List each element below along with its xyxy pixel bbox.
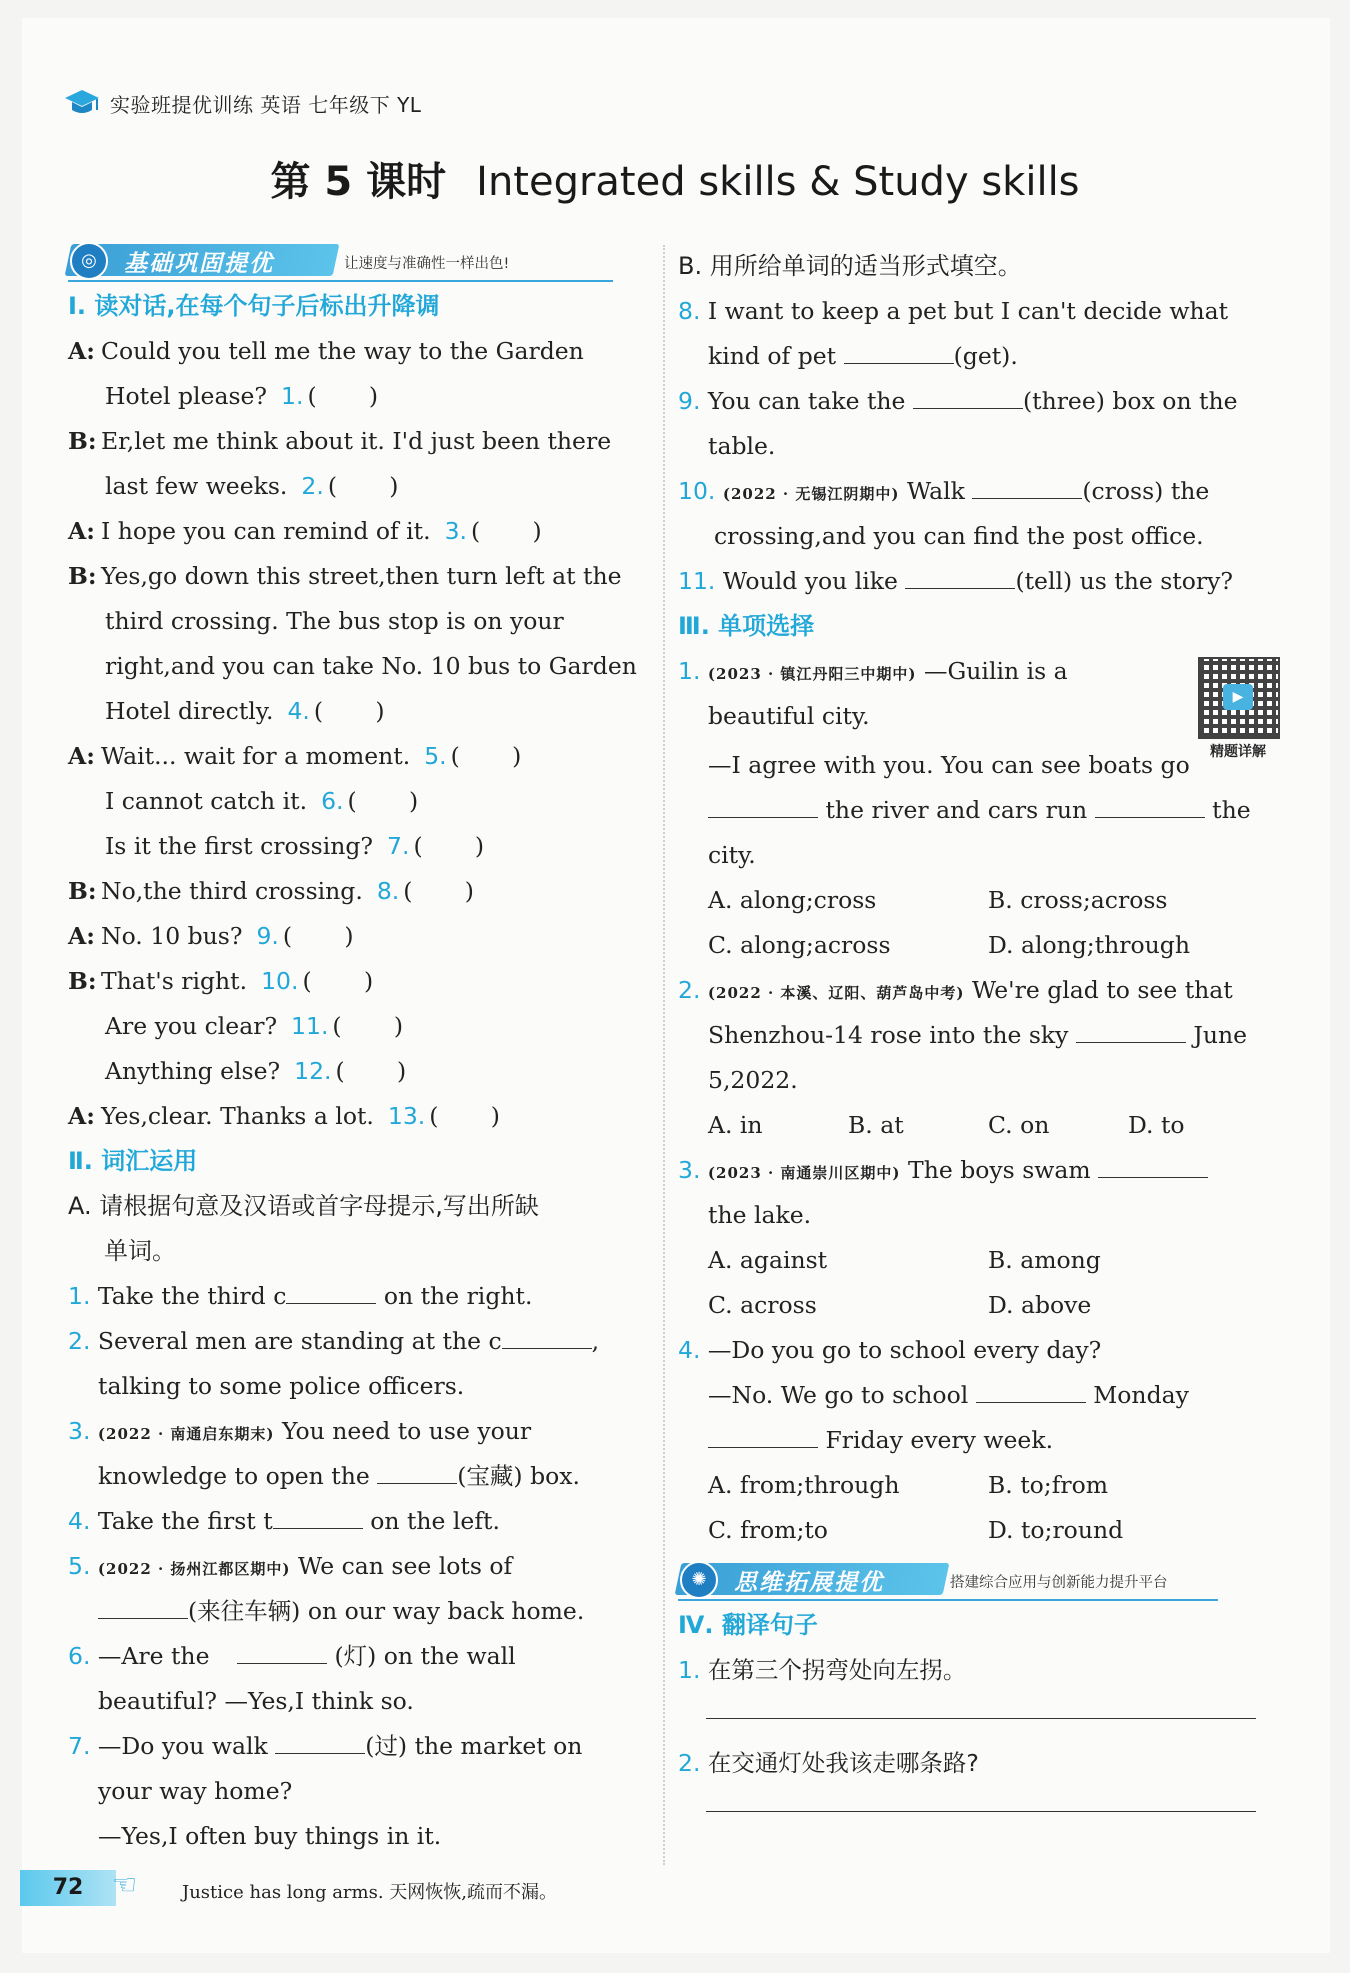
answer-blank[interactable]: [98, 1594, 188, 1619]
speaker-label: A:: [68, 517, 95, 545]
dialogue-text: third crossing. The bus stop is on your: [105, 607, 564, 635]
graduation-cap-icon: [64, 88, 100, 118]
target-icon: ◎: [70, 242, 108, 280]
dialogue-line: [68, 464, 653, 509]
answer-blank[interactable]: [273, 1504, 363, 1529]
speaker-label: A:: [68, 337, 95, 365]
answer-blank[interactable]: [1095, 793, 1205, 818]
option-c[interactable]: C. from;to: [708, 1516, 828, 1544]
dialogue-text: No,the third crossing.: [101, 877, 363, 905]
speaker-label: A:: [68, 742, 95, 770]
answer-blank[interactable]: [972, 474, 1082, 499]
options: [678, 1103, 1278, 1148]
intonation-number: 9.: [256, 922, 279, 950]
section-heading: Ⅲ. 单项选择: [678, 612, 815, 640]
dialogue: [68, 329, 653, 1139]
dialogue-line: [68, 1004, 653, 1049]
play-icon: ▶: [1223, 684, 1253, 710]
pointing-hand-icon: ☜: [112, 1868, 138, 1901]
banner-title: 思维拓展提优: [734, 1570, 884, 1596]
instruction: A. 请根据句意及汉语或首字母提示,写出所缺: [68, 1192, 539, 1220]
vocab-question-1: 1. Take the third c on the right.: [68, 1274, 653, 1319]
section-heading: Ⅳ. 翻译句子: [678, 1611, 818, 1639]
atom-icon: ✺: [680, 1561, 718, 1599]
answer-blank[interactable]: [1076, 1018, 1186, 1043]
dialogue-line: [68, 734, 653, 779]
instruction-cont: 单词。: [104, 1237, 176, 1265]
options: [678, 1463, 1278, 1508]
page-footer: [20, 1868, 660, 1908]
question-cont: —Yes,I often buy things in it.: [98, 1822, 442, 1850]
answer-parentheses[interactable]: ( ): [471, 517, 542, 545]
question-cont: knowledge to open the (宝藏) box.: [68, 1454, 653, 1499]
answer-blank[interactable]: [976, 1378, 1086, 1403]
vocab-question-10: 10. (2022 · 无锡江阴期中) Walk (cross) the: [678, 469, 1278, 514]
option-c[interactable]: C. along;across: [708, 931, 891, 959]
option-c[interactable]: C. on: [988, 1111, 1050, 1139]
answer-blank[interactable]: [913, 384, 1023, 409]
options: [678, 1508, 1278, 1553]
intonation-number: 11.: [291, 1012, 329, 1040]
intonation-number: 6.: [321, 787, 344, 815]
answer-blank[interactable]: [286, 1279, 376, 1304]
dialogue-line: [68, 509, 653, 554]
dialogue-line: [68, 374, 653, 419]
speaker-label: B:: [68, 427, 97, 455]
options: [678, 1238, 1278, 1283]
dialogue-line: [68, 959, 653, 1004]
question-cont: table.: [708, 432, 776, 460]
option-b[interactable]: B. to;from: [988, 1471, 1109, 1499]
dialogue-line: [68, 644, 653, 689]
dialogue-line: [68, 599, 653, 644]
vocab-question-6: 6. —Are the (灯) on the wall: [68, 1634, 653, 1679]
option-a[interactable]: A. from;through: [708, 1471, 900, 1499]
options: [678, 1283, 1278, 1328]
banner-subtitle: 搭建综合应用与创新能力提升平台: [950, 1575, 1168, 1591]
option-d[interactable]: D. along;through: [988, 931, 1190, 959]
intonation-number: 4.: [287, 697, 310, 725]
book-header: [64, 88, 421, 118]
question-cont: kind of pet (get).: [678, 334, 1278, 379]
answer-parentheses[interactable]: ( ): [332, 1012, 404, 1040]
vocab-question-3: 3. (2022 · 南通启东期末) You need to use your: [68, 1417, 532, 1445]
answer-line[interactable]: [706, 1717, 1256, 1719]
dialogue-text: right,and you can take No. 10 bus to Garden: [105, 652, 637, 680]
speaker-label: B:: [68, 967, 97, 995]
lesson-title: Integrated skills & Study skills: [476, 159, 1080, 205]
page-number: 72: [20, 1870, 116, 1906]
qr-caption: 精题详解: [1210, 744, 1266, 760]
right-column: [678, 244, 1278, 1812]
answer-blank[interactable]: [275, 1729, 365, 1754]
answer-blank[interactable]: [1098, 1153, 1208, 1178]
vocab-question-4: 4. Take the first t on the left.: [68, 1499, 653, 1544]
intonation-number: 3.: [444, 517, 468, 545]
dialogue-text: I hope you can remind of it.: [101, 517, 431, 545]
dialogue-text: Anything else?: [105, 1057, 281, 1085]
answer-parentheses[interactable]: ( ): [282, 922, 354, 950]
intonation-number: 5.: [424, 742, 447, 770]
vocab-question-11: 11. Would you like (tell) us the story?: [678, 559, 1278, 604]
intonation-number: 12.: [294, 1057, 332, 1085]
answer-blank[interactable]: [844, 339, 954, 364]
dialogue-line: [68, 869, 653, 914]
answer-blank[interactable]: [502, 1324, 592, 1349]
answer-parentheses[interactable]: ( ): [313, 697, 385, 725]
dialogue-line: [68, 779, 653, 824]
question-cont: crossing,and you can find the post office.: [714, 522, 1204, 550]
dialogue-text: I cannot catch it.: [105, 787, 308, 815]
options: [678, 878, 1278, 923]
answer-parentheses[interactable]: ( ): [450, 742, 522, 770]
dialogue-line: [68, 329, 653, 374]
vocab-question-2: 2. Several men are standing at the c ,: [68, 1319, 653, 1364]
banner-subtitle: 让速度与准确性一样出色!: [344, 256, 510, 272]
dialogue-text: That's right.: [101, 967, 248, 995]
answer-blank[interactable]: [377, 1459, 457, 1484]
intonation-number: 13.: [387, 1102, 426, 1130]
question-cont: beautiful? —Yes,I think so.: [98, 1687, 414, 1715]
vocab-question-8: 8. I want to keep a pet but I can't decide what: [678, 297, 1229, 325]
option-d[interactable]: D. to: [1128, 1111, 1185, 1139]
answer-parentheses[interactable]: ( ): [327, 472, 399, 500]
dialogue-text: No. 10 bus?: [101, 922, 243, 950]
option-d[interactable]: D. above: [988, 1291, 1092, 1319]
banner-title: 基础巩固提优: [124, 251, 274, 277]
speaker-label: B:: [68, 562, 97, 590]
option-d[interactable]: D. to;round: [988, 1516, 1124, 1544]
option-b[interactable]: B. at: [848, 1111, 904, 1139]
option-a[interactable]: A. in: [708, 1111, 763, 1139]
question-cont: your way home?: [98, 1777, 293, 1805]
answer-parentheses[interactable]: ( ): [347, 787, 419, 815]
option-b[interactable]: B. cross;across: [988, 886, 1168, 914]
answer-line[interactable]: [706, 1810, 1256, 1812]
footer-motto: Justice has long arms. 天网恢恢,疏而不漏。: [182, 1882, 558, 1903]
dialogue-text: Er,let me think about it. I'd just been there: [101, 427, 612, 455]
dialogue-line: [68, 824, 653, 869]
dialogue-text: last few weeks.: [105, 472, 288, 500]
speaker-label: A:: [68, 922, 95, 950]
option-a[interactable]: A. against: [708, 1246, 828, 1274]
column-divider: [663, 245, 665, 1865]
answer-blank[interactable]: [708, 793, 818, 818]
lesson-number: 第 5 课时: [270, 159, 447, 205]
dialogue-line: [68, 1094, 653, 1139]
dialogue-line: [68, 689, 653, 734]
mc-question-4: 4. —Do you go to school every day? —No. We go to school Monday Friday every week. A. from;through B. to;from C. from;to D. to;round: [678, 1328, 1278, 1553]
dialogue-line: [68, 419, 653, 464]
option-a[interactable]: A. along;cross: [708, 886, 877, 914]
intonation-number: 2.: [301, 472, 324, 500]
answer-blank[interactable]: [708, 1423, 818, 1448]
mc-question-3: 3. (2023 · 南通崇川区期中) The boys swam the lake. A. against B. among C. across D. above: [678, 1148, 1278, 1328]
book-title: 实验班提优训练 英语 七年级下 YL: [110, 92, 422, 117]
dialogue-line: [68, 554, 653, 599]
answer-parentheses[interactable]: ( ): [307, 382, 379, 410]
page-title: [0, 150, 1350, 207]
dialogue-line: [68, 914, 653, 959]
dialogue-text: Yes,clear. Thanks a lot.: [101, 1102, 374, 1130]
intonation-number: 10.: [261, 967, 299, 995]
extension-banner: [678, 1557, 1278, 1601]
vocab-question-9: 9. You can take the (three) box on the: [678, 379, 1278, 424]
answer-blank[interactable]: [237, 1639, 327, 1664]
intonation-number: 7.: [387, 832, 410, 860]
speaker-label: A:: [68, 1102, 95, 1130]
dialogue-text: Hotel please?: [105, 382, 268, 410]
basic-banner: [68, 238, 653, 282]
section-heading: Ⅰ. 读对话,在每个句子后标出升降调: [68, 292, 440, 320]
answer-parentheses[interactable]: ( ): [335, 1057, 407, 1085]
dialogue-text: Yes,go down this street,then turn left at the: [101, 562, 622, 590]
left-column: [68, 238, 653, 1859]
dialogue-text: Are you clear?: [105, 1012, 278, 1040]
section-heading: Ⅱ. 词汇运用: [68, 1147, 198, 1175]
dialogue-text: Wait... wait for a moment.: [101, 742, 411, 770]
vocab-question-5: 5. (2022 · 扬州江都区期中) We can see lots of: [68, 1552, 513, 1580]
question-cont: (来往车辆) on our way back home.: [68, 1589, 653, 1634]
answer-parentheses[interactable]: ( ): [413, 832, 485, 860]
dialogue-text: Could you tell me the way to the Garden: [101, 337, 584, 365]
translate-question-2: 2. 在交通灯处我该走哪条路?: [678, 1749, 979, 1777]
answer-parentheses[interactable]: ( ): [302, 967, 374, 995]
answer-parentheses[interactable]: ( ): [429, 1102, 500, 1130]
dialogue-line: [68, 1049, 653, 1094]
translate-question-1: 1. 在第三个拐弯处向左拐。: [678, 1656, 967, 1684]
instruction: B. 用所给单词的适当形式填空。: [678, 252, 1022, 280]
intonation-number: 1.: [281, 382, 304, 410]
answer-blank[interactable]: [905, 564, 1015, 589]
dialogue-text: Is it the first crossing?: [105, 832, 374, 860]
question-cont: talking to some police officers.: [98, 1372, 465, 1400]
intonation-number: 8.: [376, 877, 400, 905]
option-c[interactable]: C. across: [708, 1291, 817, 1319]
option-b[interactable]: B. among: [988, 1246, 1101, 1274]
speaker-label: B:: [68, 877, 97, 905]
answer-parentheses[interactable]: ( ): [403, 877, 474, 905]
vocab-question-7: 7. —Do you walk (过) the market on: [68, 1724, 653, 1769]
mc-question-2: 2. (2022 · 本溪、辽阳、葫芦岛中考) We're glad to see that Shenzhou-14 rose into the sky June 5,2022. A. in B. at C. on D. to: [678, 968, 1278, 1148]
mc-question-1: ▶ 精题详解 1. (2023 · 镇江丹阳三中期中) —Guilin is a beautiful city. —I agree with you. You can see boats go the river and cars run the city. A. along;cross B. cross;across C. along;across D. along;through: [678, 649, 1278, 968]
dialogue-text: Hotel directly.: [105, 697, 274, 725]
options: [678, 923, 1278, 968]
